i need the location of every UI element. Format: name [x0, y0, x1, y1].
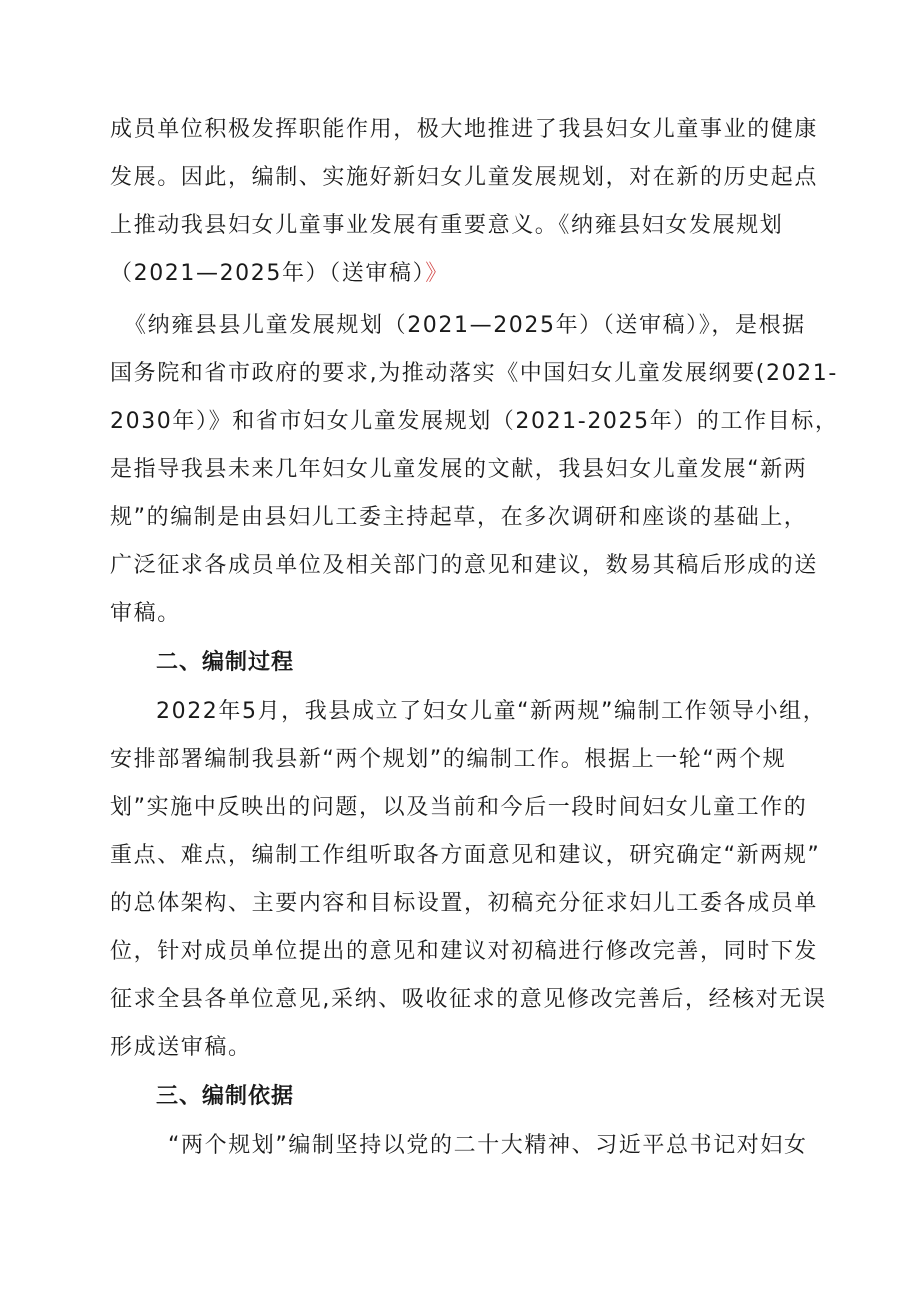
s2-line-6: 位，针对成员单位提出的意见和建议对初稿进行修改完善，同时下发: [110, 939, 819, 964]
p1-line-4-text: （2021—2025年）（送审稿）: [110, 261, 426, 286]
p2-line-4: 是指导我县未来几年妇女儿童发展的文献，我县妇女儿童发展“新两: [110, 457, 808, 482]
p1-line-2: 发展。因此，编制、实施好新妇女儿童发展规划，对在新的历史起点: [110, 165, 819, 190]
p2-line-1: 《纳雍县县儿童发展规划（2021—2025年）（送审稿）》，是根据: [124, 313, 806, 338]
s3-line-1: “两个规划”编制坚持以党的二十大精神、习近平总书记对妇女: [168, 1133, 808, 1158]
s2-line-3: 划”实施中反映出的问题，以及当前和今后一段时间妇女儿童工作的: [110, 795, 808, 820]
p1-line-4: [110, 259, 449, 289]
section-heading-process: 二、编制过程: [156, 650, 295, 675]
p2-line-3: 2030年）》和省市妇女儿童发展规划（2021-2025年）的工作目标，: [110, 409, 839, 434]
p2-line-7: 审稿。: [110, 601, 181, 626]
s2-line-2: 安排部署编制我县新“两个规划”的编制工作。根据上一轮“两个规: [110, 747, 787, 772]
section-heading-basis: 三、编制依据: [156, 1084, 295, 1109]
p1-closing-bracket: 》: [425, 261, 449, 286]
p2-line-6: 广泛征求各成员单位及相关部门的意见和建议，数易其稿后形成的送: [110, 553, 819, 578]
s2-line-1: 2022年5月，我县成立了妇女儿童“新两规”编制工作领导小组，: [156, 699, 827, 724]
p1-line-1: 成员单位积极发挥职能作用，极大地推进了我县妇女儿童事业的健康: [110, 117, 819, 142]
s2-line-4: 重点、难点，编制工作组听取各方面意见和建议，研究确定“新两规”: [110, 843, 821, 868]
p1-line-3: 上推动我县妇女儿童事业发展有重要意义。《纳雍县妇女发展规划: [110, 213, 784, 238]
p2-line-2: 国务院和省市政府的要求,为推动落实《中国妇女儿童发展纲要(2021-: [110, 361, 838, 386]
s2-line-7: 征求全县各单位意见,采纳、吸收征求的意见修改完善后，经核对无误: [110, 987, 827, 1012]
s2-line-5: 的总体架构、主要内容和目标设置，初稿充分征求妇儿工委各成员单: [110, 891, 819, 916]
p2-line-5: 规”的编制是由县妇儿工委主持起草，在多次调研和座谈的基础上，: [110, 505, 808, 530]
s2-line-8: 形成送审稿。: [110, 1035, 252, 1060]
